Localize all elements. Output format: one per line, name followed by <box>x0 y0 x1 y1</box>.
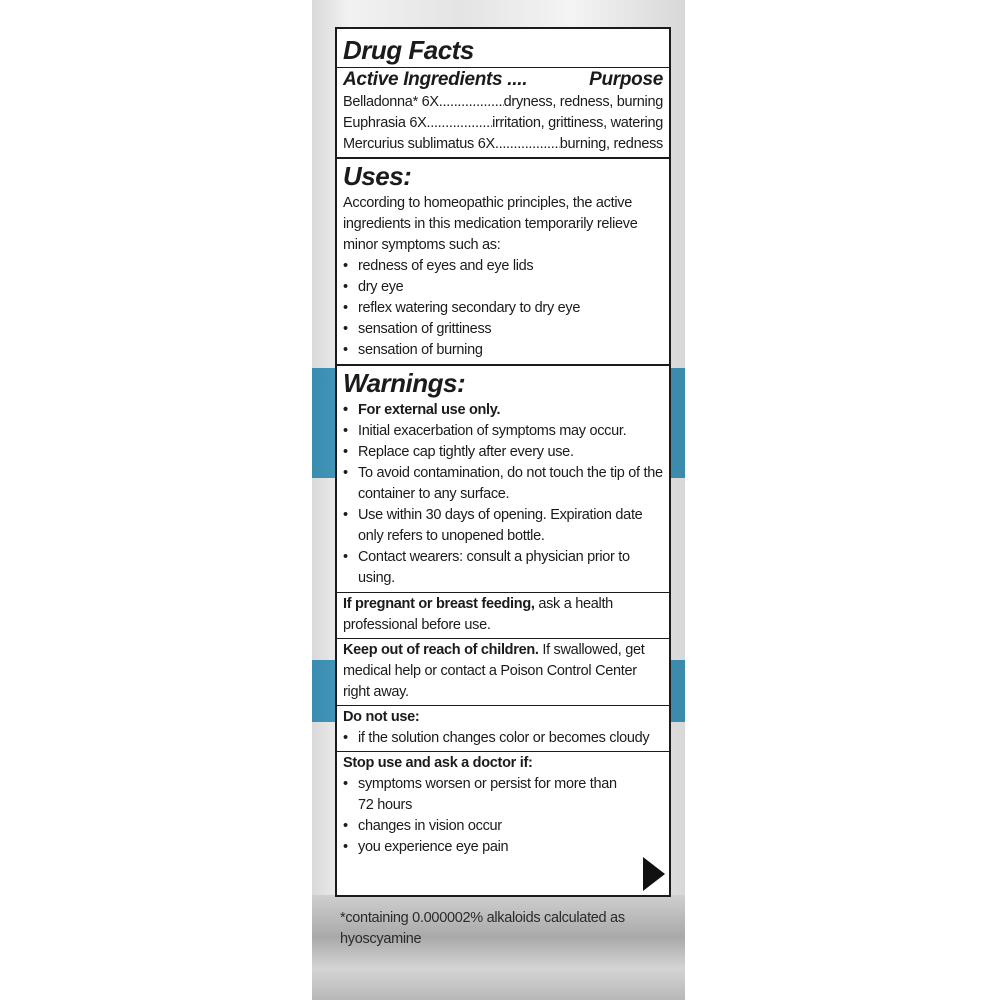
stop-use-heading: Stop use and ask a doctor if: <box>343 755 533 771</box>
list-item: • Replace cap tightly after every use. <box>343 442 663 463</box>
stop-use-list <box>343 774 663 858</box>
leader-dots <box>426 113 492 134</box>
drug-facts-header <box>337 33 669 155</box>
drug-facts-title: Drug Facts <box>343 35 474 65</box>
ingredient-purpose: dryness, redness, burning <box>503 94 663 110</box>
list-item: • reflex watering secondary to dry eye <box>343 298 663 319</box>
list-item: • Use within 30 days of opening. Expiration date only refers to unopened bottle. <box>343 505 663 547</box>
ingredient-name: Belladonna* 6X <box>343 94 439 110</box>
ingredient-row <box>343 113 663 134</box>
ingredient-name: Euphrasia 6X <box>343 115 427 131</box>
pregnancy-section <box>337 592 669 638</box>
list-item: • changes in vision occur <box>343 816 623 837</box>
uses-list <box>343 256 663 361</box>
leader-dots <box>495 134 560 155</box>
list-item: • sensation of grittiness <box>343 319 663 340</box>
list-item: • sensation of burning <box>343 340 663 361</box>
warnings-section <box>337 364 669 589</box>
children-warning-bold: Keep out of reach of children. <box>343 642 539 658</box>
ingredient-name: Mercurius sublimatus 6X <box>343 136 495 152</box>
ingredient-purpose: burning, redness <box>559 136 663 152</box>
pregnancy-warning-text: ask a health professional before use. <box>343 596 613 633</box>
uses-section <box>337 157 669 361</box>
drug-facts-panel <box>335 27 671 897</box>
active-ingredients-title: Active Ingredients .... <box>343 69 533 90</box>
list-item: • For external use only. <box>343 400 663 421</box>
warnings-list <box>343 400 663 589</box>
ingredient-row <box>343 92 663 113</box>
do-not-use-list <box>343 728 663 749</box>
list-item: • symptoms worsen or persist for more than 72 hours <box>343 774 623 816</box>
purpose-title: Purpose <box>589 69 663 90</box>
ingredient-list <box>343 92 663 155</box>
children-section <box>337 638 669 705</box>
leader-dots <box>439 92 504 113</box>
list-item: • To avoid contamination, do not touch the tip of the container to any surface. <box>343 463 663 505</box>
do-not-use-section <box>337 705 669 751</box>
warnings-heading: Warnings: <box>343 368 466 398</box>
do-not-use-heading: Do not use: <box>343 709 420 725</box>
pregnancy-warning-bold: If pregnant or breast feeding, <box>343 596 535 612</box>
list-item: • dry eye <box>343 277 663 298</box>
active-ingredients-header <box>337 67 669 92</box>
uses-intro: According to homeopathic principles, the active ingredients in this medication temporarily relieve minor symptoms such as: <box>343 195 638 253</box>
list-item: • Contact wearers: consult a physician prior to using. <box>343 547 663 589</box>
footnote: *containing 0.000002% alkaloids calculated as hyoscyamine <box>340 910 625 947</box>
list-item: • redness of eyes and eye lids <box>343 256 663 277</box>
children-warning-text: If swallowed, get medical help or contact a Poison Control Center right away. <box>343 642 645 700</box>
stop-use-section <box>337 751 669 858</box>
list-item: • Initial exacerbation of symptoms may occur. <box>343 421 663 442</box>
list-item: • if the solution changes color or becomes cloudy <box>343 728 663 749</box>
ingredient-purpose: irritation, grittiness, watering <box>492 115 663 131</box>
list-item: • you experience eye pain <box>343 837 623 858</box>
ingredient-row <box>343 134 663 155</box>
triangle-right-icon <box>643 857 665 891</box>
uses-heading: Uses: <box>343 161 412 191</box>
